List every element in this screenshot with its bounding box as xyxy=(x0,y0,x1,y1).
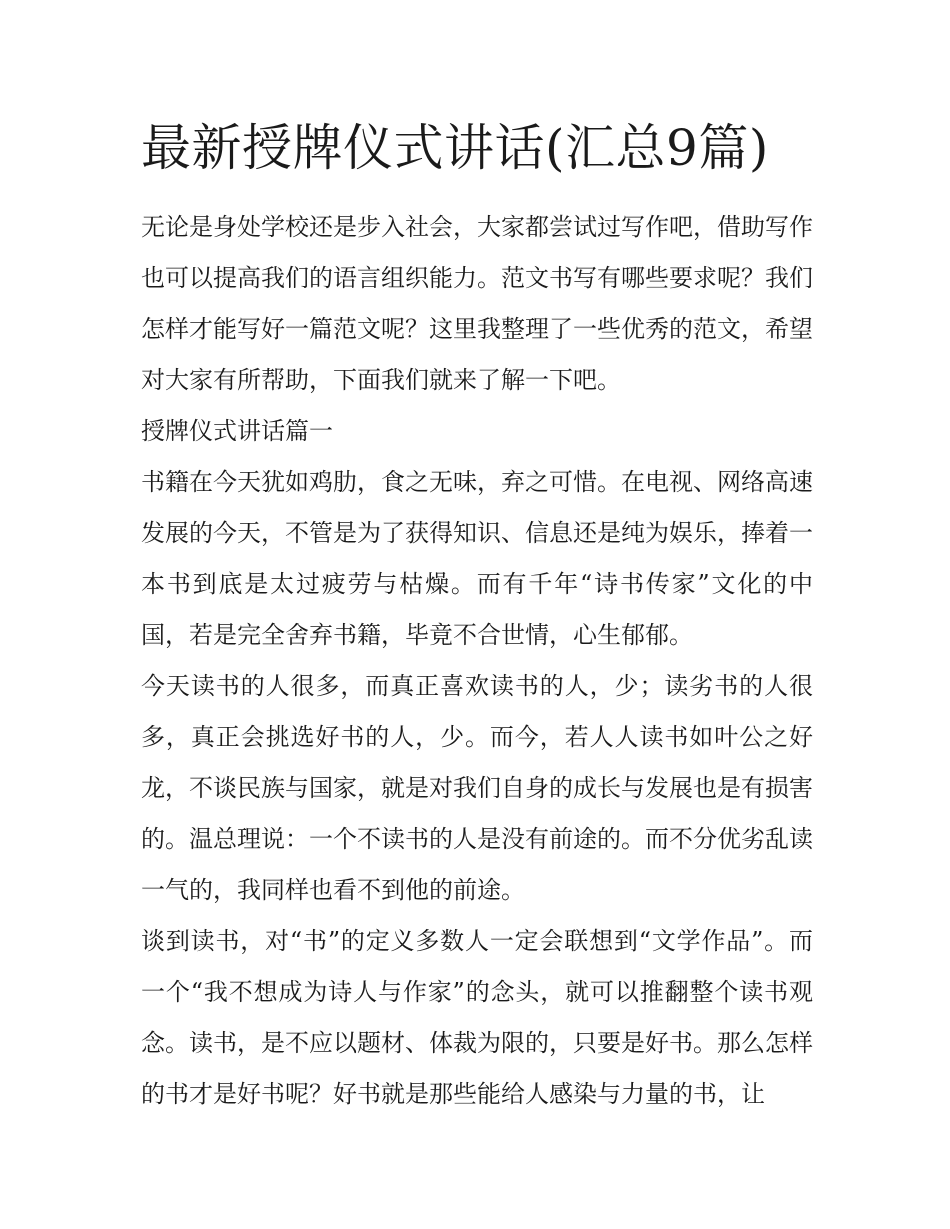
document-page xyxy=(141,112,813,1120)
body-paragraph-2: 今天读书的人很多，而真正喜欢读书的人，少；读劣书的人很多，真正会挑选好书的人，少。而今，若人人读书如叶公之好龙，不谈民族与国家，就是对我们自身的成长与发展也是有损害的。温总理说：一个不读书的人是没有前途的。而不分优劣乱读一气的，我同样也看不到他的前途。 xyxy=(141,672,813,904)
body-paragraph-1: 书籍在今天犹如鸡肋，食之无味，弃之可惜。在电视、网络高速发展的今天，不管是为了获得知识、信息还是纯为娱乐，捧着一本书到底是太过疲劳与枯燥。而有千年“诗书传家”文化的中国，若是完全舍弃书籍，毕竟不合世情，心生郁郁。 xyxy=(141,468,813,649)
document-title: 最新授牌仪式讲话(汇总9篇) xyxy=(141,119,769,177)
intro-paragraph: 无论是身处学校还是步入社会，大家都尝试过写作吧，借助写作也可以提高我们的语言组织能力。范文书写有哪些要求呢？我们怎样才能写好一篇范文呢？这里我整理了一些优秀的范文，希望对大家有所帮助，下面我们就来了解一下吧。 xyxy=(141,213,813,394)
section-heading: 授牌仪式讲话篇一 xyxy=(141,417,333,445)
body-paragraph-3: 谈到读书，对“书”的定义多数人一定会联想到“文学作品”。而一个“我不想成为诗人与作家”的念头，就可以推翻整个读书观念。读书，是不应以题材、体裁为限的，只要是好书。那么怎样的书才是好书呢？好书就是那些能给人感染与力量的书，让 xyxy=(141,927,813,1108)
